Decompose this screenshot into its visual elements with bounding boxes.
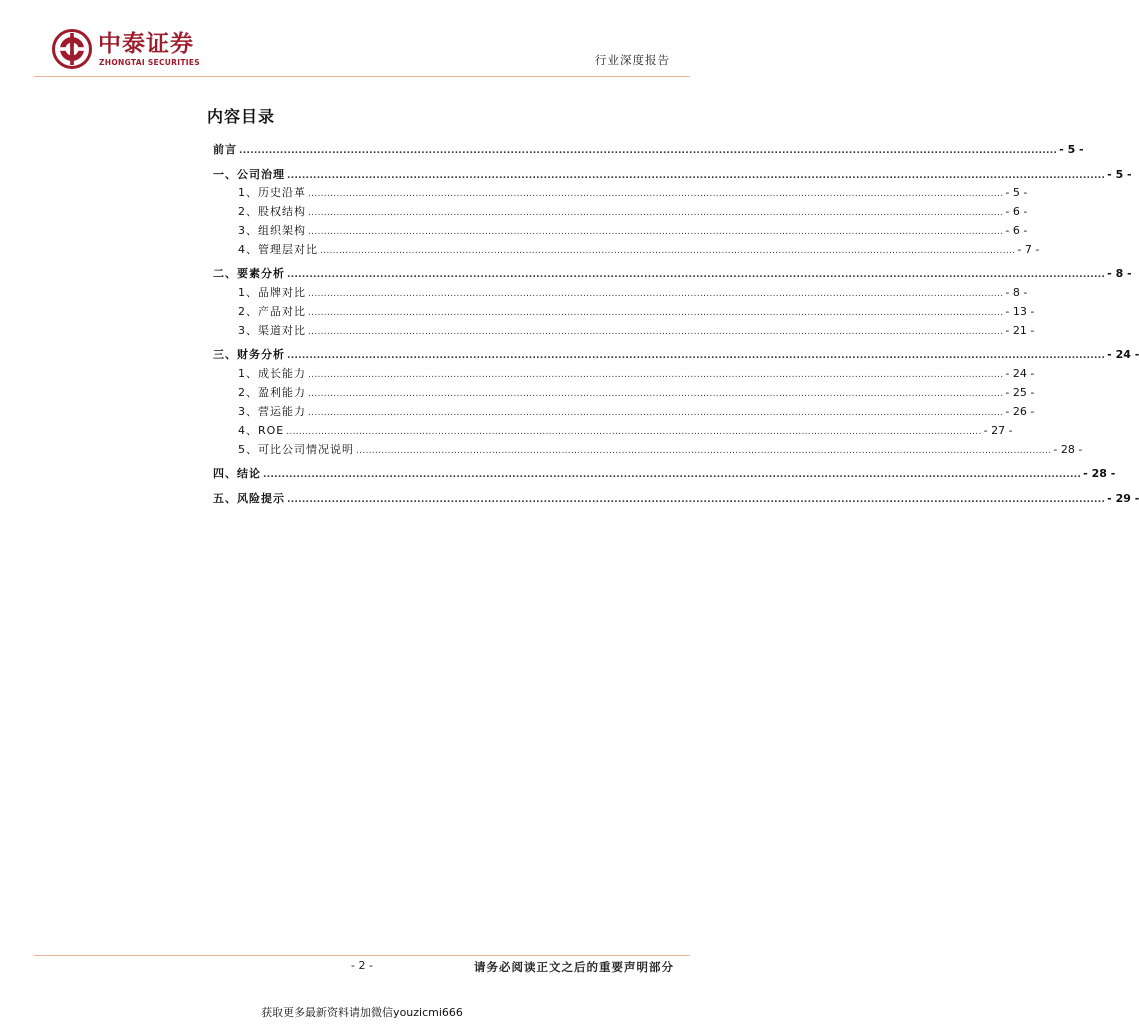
toc-entry-page: - 21 - bbox=[1005, 324, 1035, 337]
toc-entry[interactable] bbox=[238, 285, 1028, 301]
toc-dot-leader: ............................................................................................................................................................................................................................ bbox=[308, 389, 1004, 399]
toc-dot-leader: ............................................................................................................................................................................................................................ bbox=[286, 427, 982, 437]
toc-entry-label: 5、可比公司情况说明 bbox=[238, 443, 354, 456]
toc-entry-page: - 5 - bbox=[1107, 168, 1132, 181]
logo-subtitle: ZHONGTAI SECURITIES bbox=[99, 58, 200, 67]
header-divider bbox=[34, 76, 690, 77]
toc-entry-label: 4、管理层对比 bbox=[238, 243, 318, 256]
logo-name: 中泰证券 bbox=[98, 31, 194, 57]
toc-entry-label: 前言 bbox=[213, 143, 237, 156]
toc-entry-label: 二、要素分析 bbox=[213, 267, 285, 280]
toc-entry[interactable] bbox=[213, 167, 1132, 183]
toc-entry-page: - 24 - bbox=[1005, 367, 1035, 380]
toc-dot-leader: ............................................................................................................................................................................................................................ bbox=[356, 446, 1052, 456]
toc-entry-label: 4、ROE bbox=[238, 424, 285, 437]
toc-entry[interactable] bbox=[213, 142, 1084, 158]
toc-dot-leader: ............................................................................................................................................................................................................................ bbox=[287, 171, 1106, 181]
toc-dot-leader: ............................................................................................................................................................................................................................ bbox=[308, 208, 1004, 218]
toc-dot-leader: ............................................................................................................................................................................................................................ bbox=[287, 495, 1106, 505]
toc-dot-leader: ............................................................................................................................................................................................................................ bbox=[308, 189, 1004, 199]
toc-dot-leader: ............................................................................................................................................................................................................................ bbox=[308, 327, 1004, 337]
toc-entry-page: - 5 - bbox=[1059, 143, 1084, 156]
toc-entry-label: 2、产品对比 bbox=[238, 305, 306, 318]
footer-divider bbox=[34, 955, 690, 956]
toc-dot-leader: ............................................................................................................................................................................................................................ bbox=[308, 408, 1004, 418]
toc-entry[interactable] bbox=[238, 385, 1035, 401]
toc-dot-leader: ............................................................................................................................................................................................................................ bbox=[308, 370, 1004, 380]
toc-entry-label: 三、财务分析 bbox=[213, 348, 285, 361]
toc-entry-page: - 25 - bbox=[1005, 386, 1035, 399]
company-logo bbox=[52, 29, 232, 73]
toc-entry-page: - 6 - bbox=[1005, 224, 1028, 237]
toc-entry-page: - 6 - bbox=[1005, 205, 1028, 218]
toc-dot-leader: ............................................................................................................................................................................................................................ bbox=[308, 227, 1004, 237]
toc-entry[interactable] bbox=[213, 266, 1132, 282]
watermark-text: 获取更多最新资料请加微信youzicmi666 bbox=[261, 1006, 463, 1019]
toc-entry-label: 四、结论 bbox=[213, 467, 261, 480]
toc-entry-page: - 8 - bbox=[1107, 267, 1132, 280]
toc-entry[interactable] bbox=[238, 404, 1035, 420]
toc-dot-leader: ............................................................................................................................................................................................................................ bbox=[263, 470, 1082, 480]
toc-entry[interactable] bbox=[238, 423, 1013, 439]
toc-entry[interactable] bbox=[213, 491, 1139, 507]
toc-entry[interactable] bbox=[213, 347, 1139, 363]
toc-entry[interactable] bbox=[238, 242, 1040, 258]
toc-entry[interactable] bbox=[238, 323, 1035, 339]
toc-entry-label: 1、历史沿革 bbox=[238, 186, 306, 199]
toc-entry-page: - 28 - bbox=[1083, 467, 1116, 480]
toc-entry-page: - 27 - bbox=[983, 424, 1013, 437]
toc-entry-label: 五、风险提示 bbox=[213, 492, 285, 505]
toc-entry[interactable] bbox=[213, 466, 1116, 482]
toc-dot-leader: ............................................................................................................................................................................................................................ bbox=[308, 289, 1004, 299]
toc-dot-leader: ............................................................................................................................................................................................................................ bbox=[287, 270, 1106, 280]
toc-entry-page: - 28 - bbox=[1053, 443, 1083, 456]
disclaimer: 请务必阅读正文之后的重要声明部分 bbox=[474, 960, 674, 974]
toc-entry[interactable] bbox=[238, 304, 1035, 320]
toc-entry[interactable] bbox=[238, 204, 1028, 220]
zhongtai-logo-icon bbox=[52, 29, 92, 69]
toc-entry[interactable] bbox=[238, 223, 1028, 239]
toc-entry-label: 2、股权结构 bbox=[238, 205, 306, 218]
toc-title: 内容目录 bbox=[207, 107, 276, 126]
report-type: 行业深度报告 bbox=[595, 53, 670, 67]
toc-dot-leader: ............................................................................................................................................................................................................................ bbox=[308, 308, 1004, 318]
toc-entry[interactable] bbox=[238, 185, 1028, 201]
toc-entry-page: - 26 - bbox=[1005, 405, 1035, 418]
toc-entry-label: 3、渠道对比 bbox=[238, 324, 306, 337]
toc-entry-label: 1、成长能力 bbox=[238, 367, 306, 380]
toc-dot-leader: ............................................................................................................................................................................................................................ bbox=[287, 351, 1106, 361]
toc-entry-page: - 24 - bbox=[1107, 348, 1139, 361]
toc-dot-leader: ............................................................................................................................................................................................................................ bbox=[320, 246, 1016, 256]
toc-entry-page: - 5 - bbox=[1005, 186, 1028, 199]
toc-entry-page: - 8 - bbox=[1005, 286, 1028, 299]
toc-entry-label: 1、品牌对比 bbox=[238, 286, 306, 299]
toc-entry-page: - 13 - bbox=[1005, 305, 1035, 318]
page-number: - 2 - bbox=[351, 959, 373, 972]
toc-entry-label: 一、公司治理 bbox=[213, 168, 285, 181]
toc-entry-label: 3、组织架构 bbox=[238, 224, 306, 237]
toc-dot-leader: ............................................................................................................................................................................................................................ bbox=[239, 146, 1058, 156]
toc-entry[interactable] bbox=[238, 366, 1035, 382]
toc-entry-page: - 7 - bbox=[1017, 243, 1040, 256]
toc-entry-page: - 29 - bbox=[1107, 492, 1139, 505]
toc-entry[interactable] bbox=[238, 442, 1083, 458]
toc-entry-label: 3、营运能力 bbox=[238, 405, 306, 418]
toc-entry-label: 2、盈利能力 bbox=[238, 386, 306, 399]
